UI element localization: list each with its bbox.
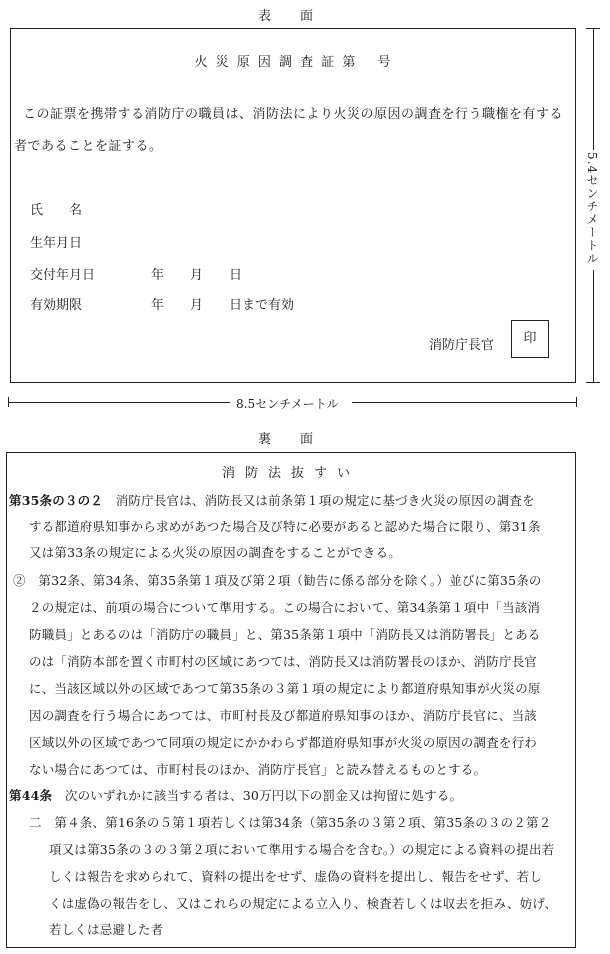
height-dimension-line-lower	[593, 270, 594, 382]
law-line: 若しくは忌避した者	[49, 922, 164, 937]
card-statement-line-2: 者であることを証する。	[14, 139, 163, 154]
height-dimension-label: 5.4センチメートル	[585, 152, 599, 266]
width-dimension-line-right	[352, 402, 576, 403]
field-expiry-value: 年 月 日まで有効	[151, 298, 295, 313]
card-title: 火 災 原 因 調 査 証 第 号	[194, 55, 392, 70]
law-line: 項又は第35条の３の３第２項において準用する場合を含む。）の規定による資料の提出若	[49, 842, 555, 857]
law-line: する都道府県知事から求めがあつた場合及び特に必要があると認めた場合に限り、第31条	[29, 519, 541, 534]
law-line: くは虚偽の報告をし、又はこれらの規定による立入り、検査若しくは収去を拒み、妨げ、	[49, 896, 558, 911]
width-dimension-right-tick	[576, 397, 577, 407]
law-line	[9, 786, 462, 804]
law-line: ない場合にあつては、市町村長のほか、消防庁長官」と読み替えるものとする。	[29, 762, 487, 777]
id-card-back	[6, 452, 576, 948]
back-side-heading: 裏 面	[258, 432, 315, 447]
law-line: のは「消防本部を置く市町村の区域にあつては、消防長又は消防署長のほか、消防庁長官	[29, 654, 538, 669]
card-statement-line-1: この証票を携帯する消防庁の職員は、消防法により火災の原因の調査を行う職権を有する	[23, 107, 564, 122]
issuer-title: 消防庁長官	[429, 338, 495, 353]
law-text: 消防庁長官は、消防長又は前条第１項の規定に基づき火災の原因の調査を	[103, 493, 535, 508]
field-name-label: 氏 名	[30, 203, 83, 218]
seal-box: 印	[511, 320, 549, 358]
law-line: 二 第４条、第16条の５第１項若しくは第34条（第35条の３第２項、第35条の３の２第２	[29, 815, 552, 830]
law-line: ② 第32条、第34条、第35条第１項及び第２項（勧告に係る部分を除く。）並びに第35条の	[13, 573, 542, 588]
law-line	[9, 491, 535, 509]
law-line: に、当該区域以外の区域であつて第35条の３第１項の規定により都道府県知事が火災の原	[29, 681, 541, 696]
height-dimension-bottom-tick	[586, 382, 600, 383]
id-card-front	[10, 28, 576, 383]
front-side-heading: 表 面	[258, 9, 315, 24]
back-title: 消防法抜すい	[221, 466, 360, 481]
law-text: 次のいずれかに該当する者は、30万円以下の罰金又は拘留に処する。	[52, 788, 463, 803]
law-line: ２の規定は、前項の場合について準用する。この場合において、第34条第１項中「当該消	[29, 600, 541, 615]
law-line: 又は第33条の規定による火災の原因の調査をすることができる。	[29, 545, 401, 560]
width-dimension-label: 8.5センチメートル	[236, 397, 339, 411]
law-line: 区域以外の区域であつて同項の規定にかかわらず都道府県知事が火災の原因の調査を行わ	[29, 735, 538, 750]
law-line: 防職員」とあるのは「消防庁の職員」と、第35条第１項中「消防長又は消防署長」とある	[29, 627, 541, 642]
article-number: 第35条の３の２	[9, 493, 103, 508]
height-dimension-line-upper	[593, 28, 594, 150]
field-expiry-label: 有効期限	[30, 298, 83, 313]
law-line: しくは報告を求められて、資料の提出をせず、虚偽の資料を提出し、報告をせず、若し	[49, 869, 543, 884]
article-number: 第44条	[9, 788, 53, 803]
field-issue-date-value: 年 月 日	[151, 268, 243, 283]
width-dimension-line-left	[8, 402, 230, 403]
law-line: 因の調査を行う場合にあつては、市町村長及び都道府県知事のほか、消防庁長官に、当該	[29, 708, 538, 723]
field-issue-date-label: 交付年月日	[30, 268, 96, 283]
field-birthdate-label: 生年月日	[30, 236, 83, 251]
